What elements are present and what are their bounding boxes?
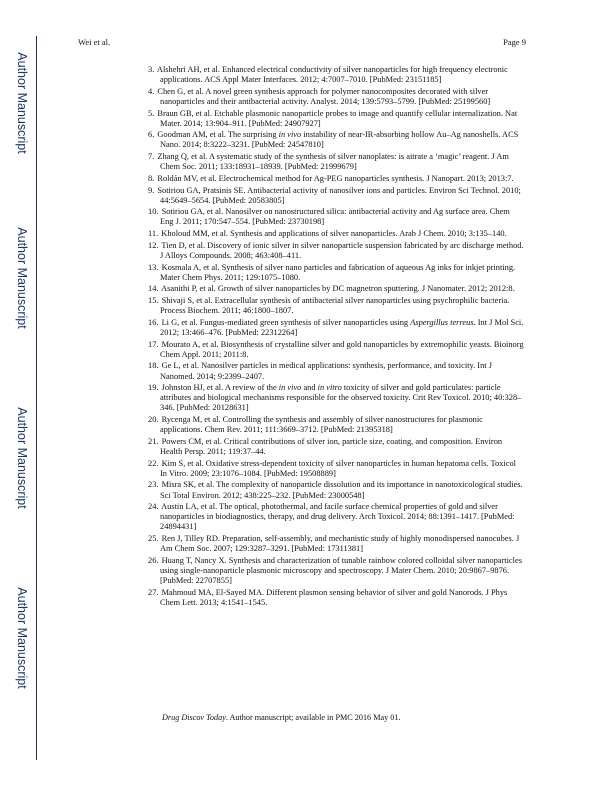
reference-text: Mourato A, et al. Biosynthesis of crystalline silver and gold nanoparticles by extremophilic yeasts. Bioinorg Chem Appl. 2011; 2011:8. [160,339,524,359]
reference-text: Kholoud MM, et al. Synthesis and applications of silver nanoparticles. Arab J Chem. 2010; 3:135–140. [161,229,507,239]
reference-number: 7. [148,152,155,162]
reference-item [148,361,524,381]
reference-number: 6. [148,130,155,140]
reference-text: Ge L, et al. Nanosilver particles in medical applications: synthesis, performance, and toxicity. Int J Nanomed. 2014; 9:2399–2407. [160,361,492,381]
reference-number: 8. [148,173,155,183]
reference-item [148,480,524,500]
reference-number: 17. [148,339,159,349]
reference-number: 27. [148,587,159,597]
reference-text: Rycenga M, et al. Controlling the synthesis and assembly of silver nanostructures for plasmonic applications. Chem Rev. 2011; 111:3669–3712. [PubMed: 21395318] [160,415,483,435]
reference-item [148,588,524,608]
footer-citation [162,713,401,722]
reference-item [148,65,524,85]
reference-text: Zhang Q, et al. A systematic study of the synthesis of silver nanoplates: is aitrate a ‘magic’ reagent. J Am Chem Soc. 2011; 133:18931–18939. [PubMed: 21999679] [157,152,509,172]
reference-item [148,152,524,172]
reference-number: 11. [148,229,159,239]
reference-text: Tien D, et al. Discovery of ionic silver in silver nanoparticle suspension fabricated by arc discharge method. J Alloys Compounds. 2008; 463:408–411. [160,240,524,260]
reference-text: Mahmoud MA, El-Sayed MA. Different plasmon sensing behavior of silver and gold Nanorods. J Phys Chem Lett. 2013; 4:1541–1545. [160,587,508,607]
reference-item [148,415,524,435]
reference-number: 14. [148,284,159,294]
reference-number: 12. [148,240,159,250]
reference-number: 3. [148,65,155,74]
reference-number: 4. [148,86,155,96]
author-manuscript-text: Author Manuscript [15,407,29,509]
reference-text: Goodman AM, et al. The surprising [157,130,279,140]
reference-item [148,556,524,586]
reference-item [148,383,524,413]
reference-item [148,534,524,554]
reference-number: 25. [148,534,159,544]
sidebar-divider [36,36,37,760]
reference-text: and [301,383,318,393]
journal-name: Drug Discov Today [162,713,226,722]
reference-number: 22. [148,458,159,468]
reference-number: 16. [148,317,159,327]
reference-item [148,502,524,532]
reference-text: Li G, et al. Fungus-mediated green synthesis of silver nanoparticles using [161,317,411,327]
reference-item [148,130,524,150]
reference-number: 26. [148,555,159,565]
reference-text: Chen G, et al. A novel green synthesis approach for polymer nanocomposites decorated with silver nanoparticles and their antibacterial activity. Analyst. 2014; 139:5793–5799. [PubMed: 25199560] [157,86,491,106]
author-manuscript-text: Author Manuscript [15,52,29,154]
reference-text: Misra SK, et al. The complexity of nanoparticle dissolution and its importance in nanotoxicological studies. Sci Total Environ. 2012; 438:225–232. [PubMed: 23000548] [160,480,523,500]
reference-number: 23. [148,480,159,490]
reference-item [148,186,524,206]
reference-text: Sotiriou GA, et al. Nanosilver on nanostructured silica: antibacterial activity and Ag surface area. Chem Eng J. 2011; 170:547–554. [PubMed: 23730198] [160,207,510,227]
reference-text: toxicity of silver and gold particulates: particle attributes and biological mechanisms responsible for the observed toxicity. Crit Rev Toxicol. 2010; 40:328–346. [PubMed: 20128631] [160,383,522,413]
reference-text: Shivaji S, et al. Extracellular synthesis of antibacterial silver nanoparticles using psychrophilic bacteria. Process Biochem. 2011; 46:1800–1807. [160,296,510,316]
reference-item [148,284,524,294]
reference-number: 19. [148,383,159,393]
reference-number: 13. [148,262,159,272]
reference-item [148,437,524,457]
reference-list [148,65,524,610]
reference-number: 10. [148,207,159,217]
reference-item [148,229,524,239]
reference-text: Powers CM, et al. Critical contributions of silver ion, particle size, coating, and composition. Environ Health Persp. 2011; 119:37–44. [160,436,503,456]
reference-number: 15. [148,296,159,306]
reference-number: 5. [148,108,155,118]
reference-text: instability of near-IR-absorbing hollow Au–Ag nanoshells. ACS Nano. 2014; 8:3222–3231. [PubMed: 24547810] [160,130,519,150]
reference-item [148,318,524,338]
reference-number: 21. [148,436,159,446]
author-manuscript-text: Author Manuscript [15,227,29,329]
reference-text: Austin LA, et al. The optical, photothermal, and facile surface chemical properties of gold and silver nanoparticles in biodiagnostics, therapy, and drug delivery. Arch Toxicol. 2014; 88:1391–1417. [PubMed: 24894431] [160,502,515,532]
reference-item [148,207,524,227]
reference-item [148,241,524,261]
reference-text: Asanithi P, et al. Growth of silver nanoparticles by DC magnetron sputtering. J Nanomater. 2012; 2012:8. [161,284,515,294]
reference-number: 24. [148,502,159,512]
footer-text: . Author manuscript; available in PMC 2016 May 01. [225,713,401,722]
page-number: Page 9 [503,37,526,47]
reference-item [148,459,524,479]
reference-italic-text: Aspergillus terreus [410,317,474,327]
reference-item [148,87,524,107]
reference-text: Sotiriou GA, Pratsinis SE. Antibacterial activity of nanosilver ions and particles. Environ Sci Technol. 2010; 44:5649–5654. [PubMed: 20583805] [157,185,521,205]
reference-item [148,263,524,283]
reference-item [148,296,524,316]
reference-item [148,340,524,360]
reference-text: Kim S, et al. Oxidative stress-dependent toxicity of silver nanoparticles in human hepatoma cells. Toxicol In Vitro. 2009; 23:1076–1084. [PubMed: 19508889] [160,458,516,478]
reference-text: Johnston HJ, et al. A review of the [161,383,279,393]
reference-text: Kosmala A, et al. Synthesis of silver nano particles and fabrication of aqueous Ag inks for inkjet printing. Mater Chem Phys. 2011; 129:1075–1080. [160,262,516,282]
reference-italic-text: in vivo [278,130,302,140]
reference-text: Roldán MV, et al. Electrochemical method for Ag-PEG nanoparticles synthesis. J Nanopart. 2013; 2013:7. [157,173,514,183]
reference-item [148,109,524,129]
reference-number: 9. [148,185,155,195]
reference-italic-text: in vivo [278,383,302,393]
reference-item [148,174,524,184]
reference-text: . Int J Mol Sci. 2012; 13:466–476. [PubMed: 22312264] [160,317,524,337]
reference-text: Huang T, Nancy X. Synthesis and characterization of tunable rainbow colored colloidal silver nanoparticles using single-nanoparticle plasmonic microscopy and spectroscopy. J Mater Chem. 2010; 20:9867–9876. [PubMed: 22707855] [160,555,522,586]
reference-italic-text: in vitro [317,383,342,393]
reference-text: Ren J, Tilley RD. Preparation, self-assembly, and mechanistic study of highly monodispersed nanocubes. J Am Chem Soc. 2007; 129:3287–3291. [PubMed: 17311381] [160,534,520,554]
running-header-author: Wei et al. [78,37,111,47]
reference-number: 18. [148,361,159,371]
reference-number: 20. [148,415,159,425]
author-manuscript-text: Author Manuscript [15,587,29,689]
reference-text: Alshehri AH, et al. Enhanced electrical conductivity of silver nanoparticles for high frequency electronic applications. ACS Appl Mater Interfaces. 2012; 4:7007–7010. [PubMed: 23151185] [156,65,508,85]
reference-text: Braun GB, et al. Etchable plasmonic nanoparticle probes to image and quantify cellular internalization. Nat Mater. 2014; 13:904–911. [PubMed: 24907927] [157,108,518,128]
